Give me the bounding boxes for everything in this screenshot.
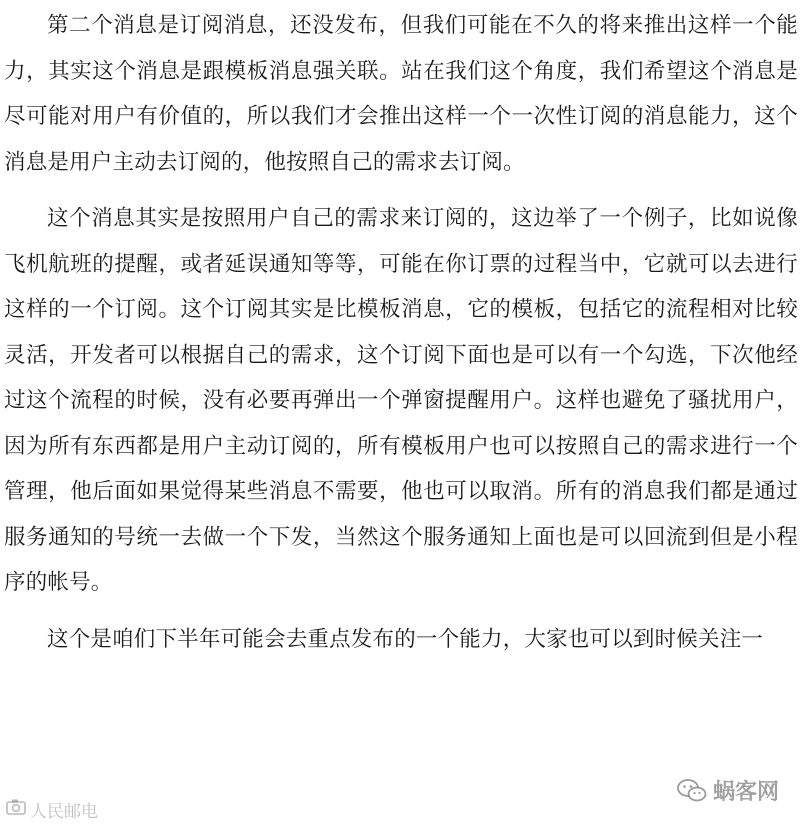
- wechat-icon: [677, 779, 707, 803]
- watermark-left-text: 人民邮电: [30, 802, 98, 822]
- watermark-left: [6, 797, 98, 822]
- paragraph-3: 这个是咱们下半年可能会去重点发布的一个能力，大家也可以到时候关注一: [47, 626, 764, 652]
- watermark-right-text: 蜗客网: [712, 780, 779, 805]
- camera-icon: [6, 798, 26, 821]
- watermark-right: [677, 775, 779, 806]
- article-body: [4, 0, 798, 673]
- paragraph-2: 这个消息其实是按照用户自己的需求来订阅的，这边举了一个例子，比如说像飞机航班的提醒，或者延误通知等等，可能在你订票的过程当中，它就可以去进行这样的一个订阅。这个订阅其实是比模板消息，它的模板，包括它的流程相对比较灵活，开发者可以根据自己的需求，这个订阅下面也是可以有一个勾选，下次他经过这个流程的时候，没有必要再弹出一个弹窗提醒用户。这样也避免了骚扰用户，因为所有东西都是用户主动订阅的，所有模板用户也可以按照自己的需求进行一个管理，他后面如果觉得某些消息不需要，他也可以取消。所有的消息我们都是通过服务通知的号统一去做一个下发，当然这个服务通知上面也是可以回流到但是小程序的帐号。: [4, 206, 798, 595]
- paragraph-1: 第二个消息是订阅消息，还没发布，但我们可能在不久的将来推出这样一个能力，其实这个消息是跟模板消息强关联。站在我们这个角度，我们希望这个消息是尽可能对用户有价值的，所以我们才会推出这样一个一次性订阅的消息能力，这个消息是用户主动去订阅的，他按照自己的需求去订阅。: [4, 13, 798, 175]
